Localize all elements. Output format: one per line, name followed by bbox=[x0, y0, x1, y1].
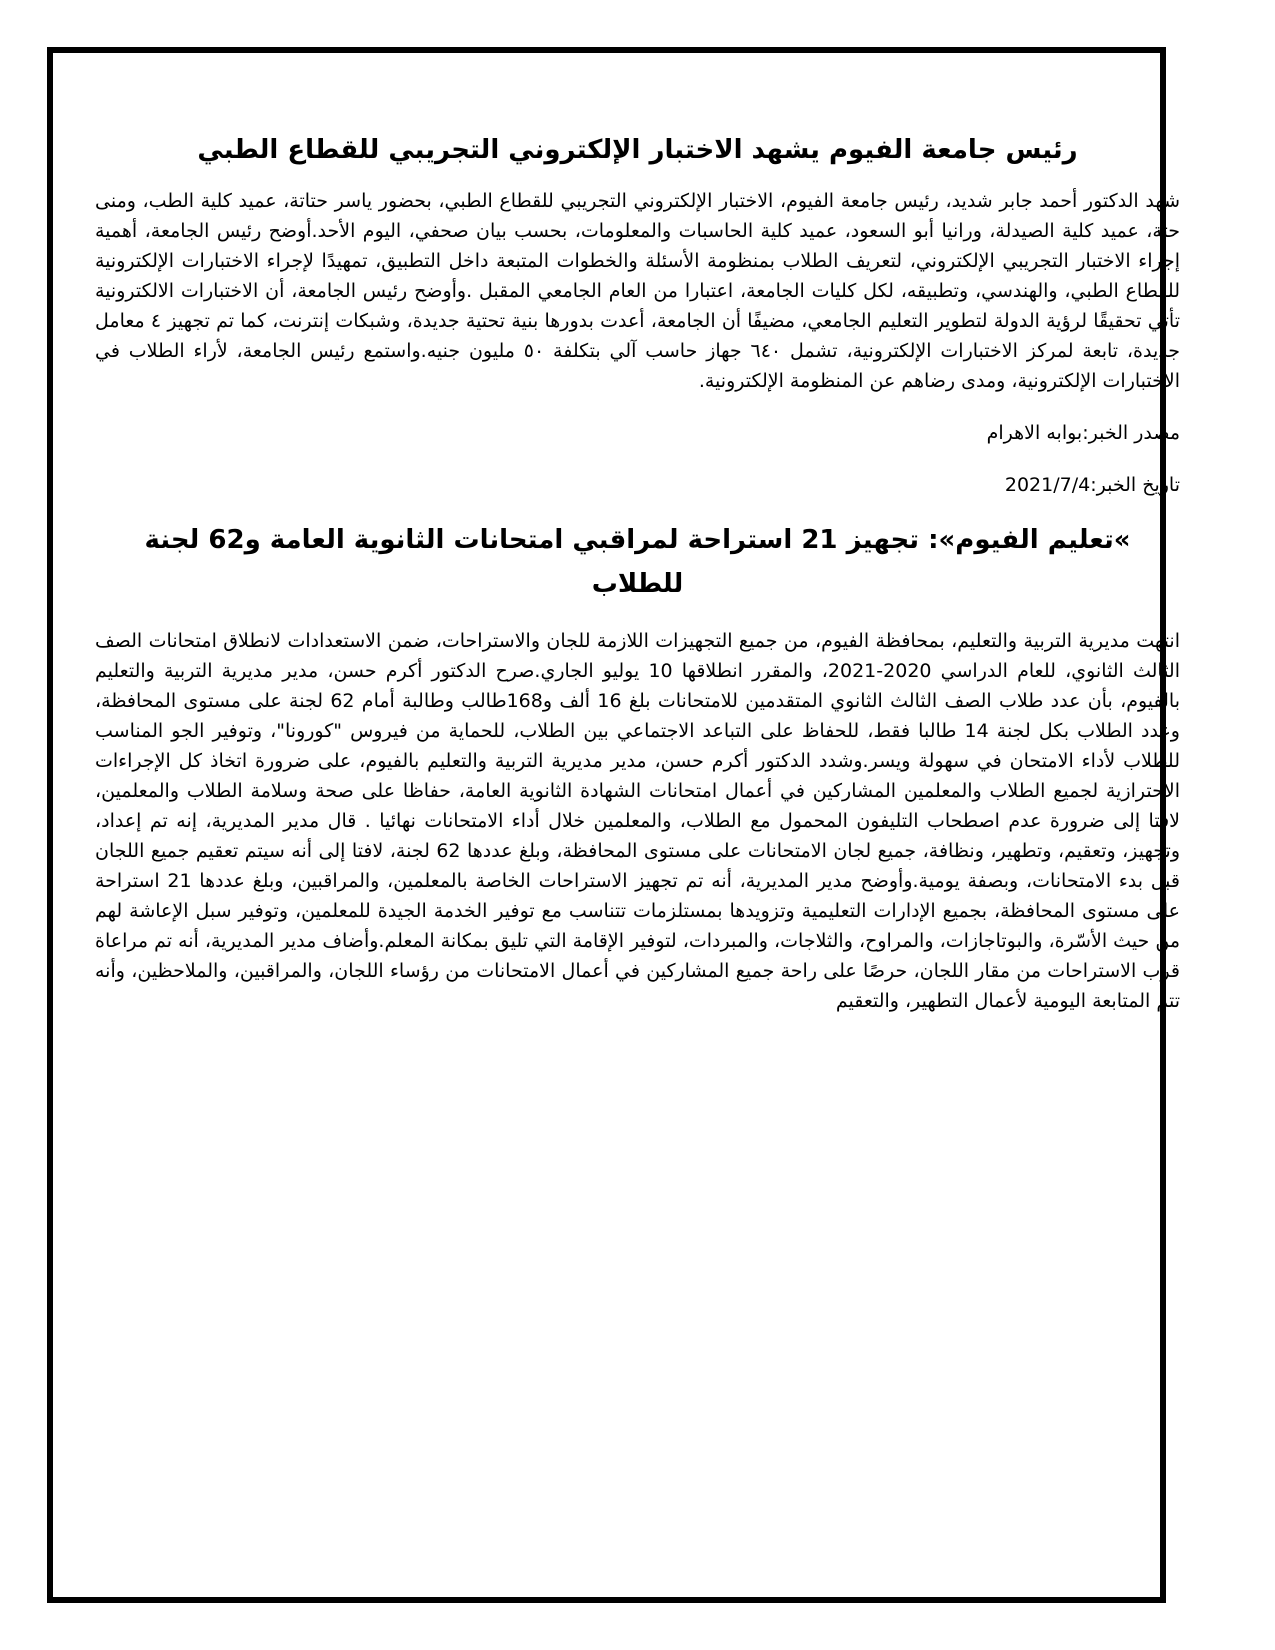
article-2-title: »تعليم الفيوم»: تجهيز 21 استراحة لمراقبي امتحانات الثانوية العامة و62 لجنة للطلاب bbox=[144, 525, 1131, 599]
document-content bbox=[95, 130, 1180, 1016]
article-1-date: تاريخ الخبر:2021/7/4 bbox=[1004, 474, 1180, 496]
article-1-title: رئيس جامعة الفيوم يشهد الاختبار الإلكتروني التجريبي للقطاع الطبي bbox=[197, 135, 1078, 165]
article-2-body: انتهت مديرية التربية والتعليم، بمحافظة الفيوم، من جميع التجهيزات اللازمة للجان والاستراحات، ضمن الاستعدادات لانطلاق امتحانات الصف الثالث الثانوي، للعام الدراسي 2020-2021، والمقرر انطلاقها 10 يوليو الجاري.صرح الدكتور أكرم حسن، مدير مديرية التربية والتعليم بالفيوم، بأن عدد طلاب الصف الثالث الثانوي المتقدمين للامتحانات بلغ 16 ألف و168طالب وطالبة أمام 62 لجنة على مستوى المحافظة، وعدد الطلاب بكل لجنة 14 طالبا فقط، للحفاظ على التباعد الاجتماعي بين الطلاب، للحماية من فيروس "كورونا"، وتوفير الجو المناسب للطلاب لأداء الامتحان في سهولة ويسر.وشدد الدكتور أكرم حسن، مدير مديرية التربية والتعليم بالفيوم، على ضرورة اتخاذ كل الإجراءات الاحترازية لجميع الطلاب والمعلمين المشاركين في أعمال امتحانات الشهادة الثانوية العامة، حفاظا على صحة وسلامة الطلاب والمعلمين، لافتا إلى ضرورة عدم اصطحاب التليفون المحمول مع الطلاب، والمعلمين خلال أداء الامتحانات نهائيا . قال مدير المديرية، إنه تم إعداد، وتجهيز، وتعقيم، وتطهير، ونظافة، جميع لجان الامتحانات على مستوى المحافظة، وبلغ عددها 62 لجنة، لافتا إلى أنه سيتم تعقيم جميع اللجان قبل بدء الامتحانات، وبصفة يومية.وأوضح مدير المديرية، أنه تم تجهيز الاستراحات الخاصة بالمعلمين، والمراقبين، وبلغ عددها 21 استراحة على مستوى المحافظة، بجميع الإدارات التعليمية وتزويدها بمستلزمات تتناسب مع توفير الخدمة الجيدة للمعلمين، وتوفير سبل الإعاشة لهم من حيث الأسّرة، والبوتاجازات، والمراوح، والثلاجات، والمبردات، لتوفير الإقامة التي تليق بمكانة المعلم.وأضاف مدير المديرية، أنه تم مراعاة قرب الاستراحات من مقار اللجان، حرصًا على راحة جميع المشاركين في أعمال الامتحانات من رؤساء اللجان، والمراقبين، والملاحظين، وأنه تتم المتابعة اليومية لأعمال التطهير، والتعقيم bbox=[95, 630, 1181, 1012]
article-1-body: شهد الدكتور أحمد جابر شديد، رئيس جامعة الفيوم، الاختبار الإلكتروني التجريبي للقطاع الطبي، بحضور ياسر حتاتة، عميد كلية الطب، ومنى حتة، عميد كلية الصيدلة، ورانيا أبو السعود، عميد كلية الحاسبات والمعلومات، بحسب بيان صحفي، اليوم الأحد.أوضح رئيس الجامعة، أهمية إجراء الاختبار التجريبي الإلكتروني، لتعريف الطلاب بمنظومة الأسئلة والخطوات المتبعة داخل التطبيق، تمهيدًا لإجراء الاختبارات الإلكترونية للقطاع الطبي، والهندسي، وتطبيقه، لكل كليات الجامعة، اعتبارا من العام الجامعي المقبل .وأوضح رئيس الجامعة، أن الاختبارات الالكترونية تأتي تحقيقًا لرؤية الدولة لتطوير التعليم الجامعي، مضيفًا أن الجامعة، أعدت بدورها بنية تحتية جديدة، وشبكات إنترنت، كما تم تجهيز ٤ معامل جديدة، تابعة لمركز الاختبارات الإلكترونية، تشمل ٦٤٠ جهاز حاسب آلي بتكلفة ٥٠ مليون جنيه.واستمع رئيس الجامعة، لأراء الطلاب في الاختبارات الإلكترونية، ومدى رضاهم عن المنظومة الإلكترونية. bbox=[95, 190, 1180, 392]
article-1-source: مصدر الخبر:بوابه الاهرام bbox=[986, 422, 1180, 444]
